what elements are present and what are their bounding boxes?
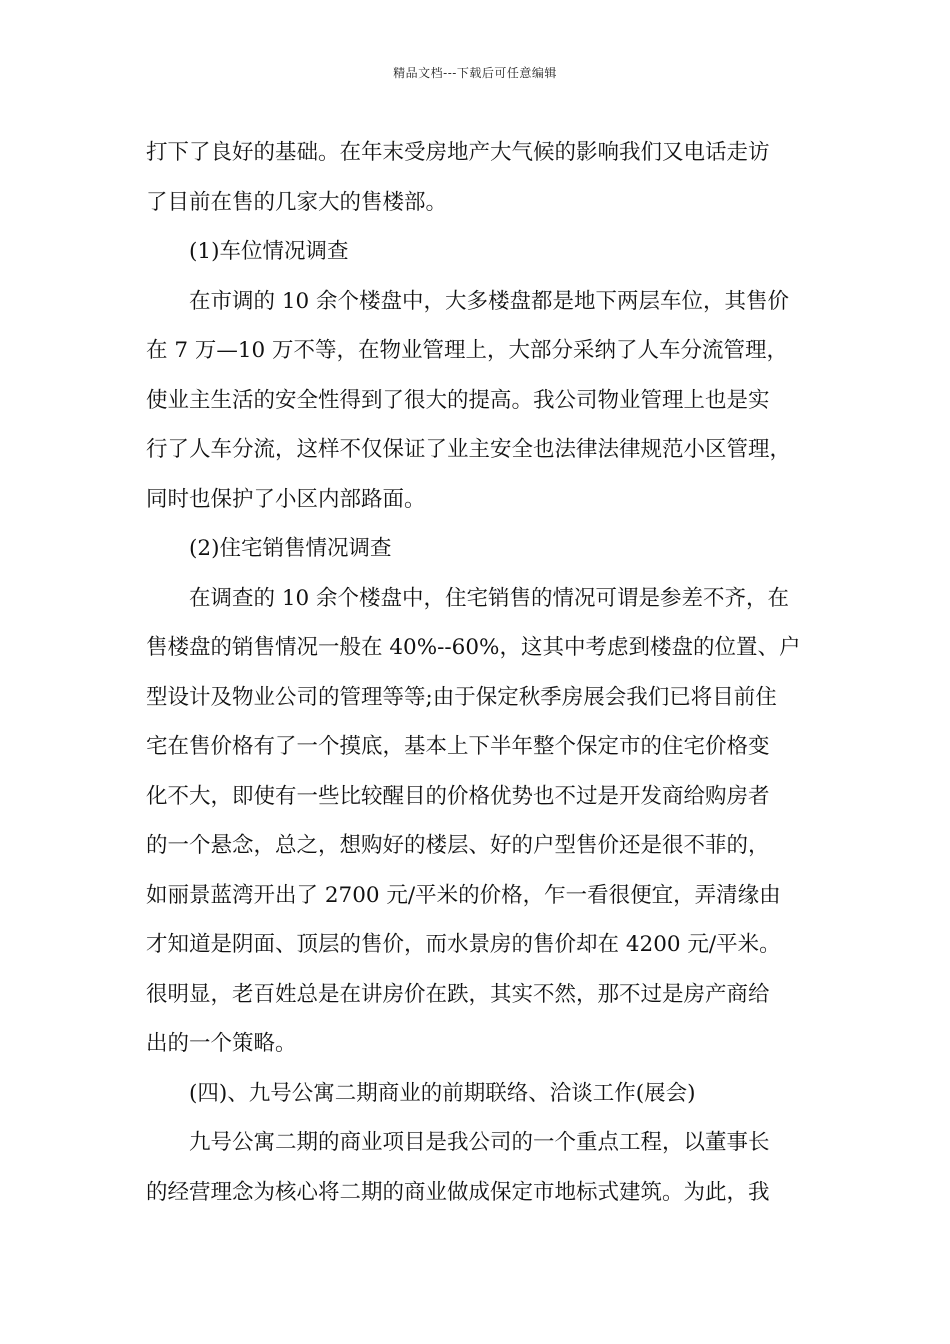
text-line: 在市调的 10 余个楼盘中，大多楼盘都是地下两层车位，其售价: [189, 288, 790, 314]
text-line: 很明显，老百姓总是在讲房价在跌，其实不然，那不过是房产商给: [146, 981, 770, 1007]
text-line: 了目前在售的几家大的售楼部。: [146, 189, 448, 215]
document-body: [146, 128, 822, 1217]
text-line: 行了人车分流，这样不仅保证了业主安全也法律法律规范小区管理，: [146, 437, 792, 462]
text-line: 在 7 万—10 万不等，在物业管理上，大部分采纳了人车分流管理，: [146, 338, 789, 363]
text-line: (1)车位情况调查: [189, 239, 349, 264]
text-line: 九号公寓二期的商业项目是我公司的一个重点工程，以董事长: [189, 1130, 770, 1155]
text-line: 打下了良好的基础。在年末受房地产大气候的影响我们又电话走访: [146, 140, 770, 165]
text-line: 使业主生活的安全性得到了很大的提高。我公司物业管理上也是实: [146, 387, 770, 413]
text-line: 如丽景蓝湾开出了 2700 元/平米的价格，乍一看很便宜，弄清缘由: [146, 882, 781, 908]
text-line: (四)、九号公寓二期商业的前期联络、洽谈工作(展会): [189, 1080, 696, 1106]
text-line: 宅在售价格有了一个摸底，基本上下半年整个保定市的住宅价格变: [146, 734, 770, 759]
text-line: 售楼盘的销售情况一般在 40%--60%，这其中考虑到楼盘的位置、户: [146, 635, 801, 660]
text-line: 的一个悬念，总之，想购好的楼层、好的户型售价还是很不菲的，: [146, 833, 770, 858]
text-line: 出的一个策略。: [146, 1031, 297, 1056]
text-line: 同时也保护了小区内部路面。: [146, 486, 426, 512]
text-line: 化不大，即使有一些比较醒目的价格优势也不过是开发商给购房者: [146, 783, 770, 809]
page-header: 精品文档---下载后可任意编辑: [393, 66, 557, 80]
text-line: (2)住宅销售情况调查: [189, 536, 392, 561]
text-line: 的经营理念为核心将二期的商业做成保定市地标式建筑。为此，我: [146, 1179, 770, 1205]
text-line: 型设计及物业公司的管理等等;由于保定秋季房展会我们已将目前住: [146, 684, 777, 710]
text-line: 在调查的 10 余个楼盘中，住宅销售的情况可谓是参差不齐，在: [189, 585, 790, 611]
text-line: 才知道是阴面、顶层的售价，而水景房的售价却在 4200 元/平米。: [146, 932, 781, 957]
